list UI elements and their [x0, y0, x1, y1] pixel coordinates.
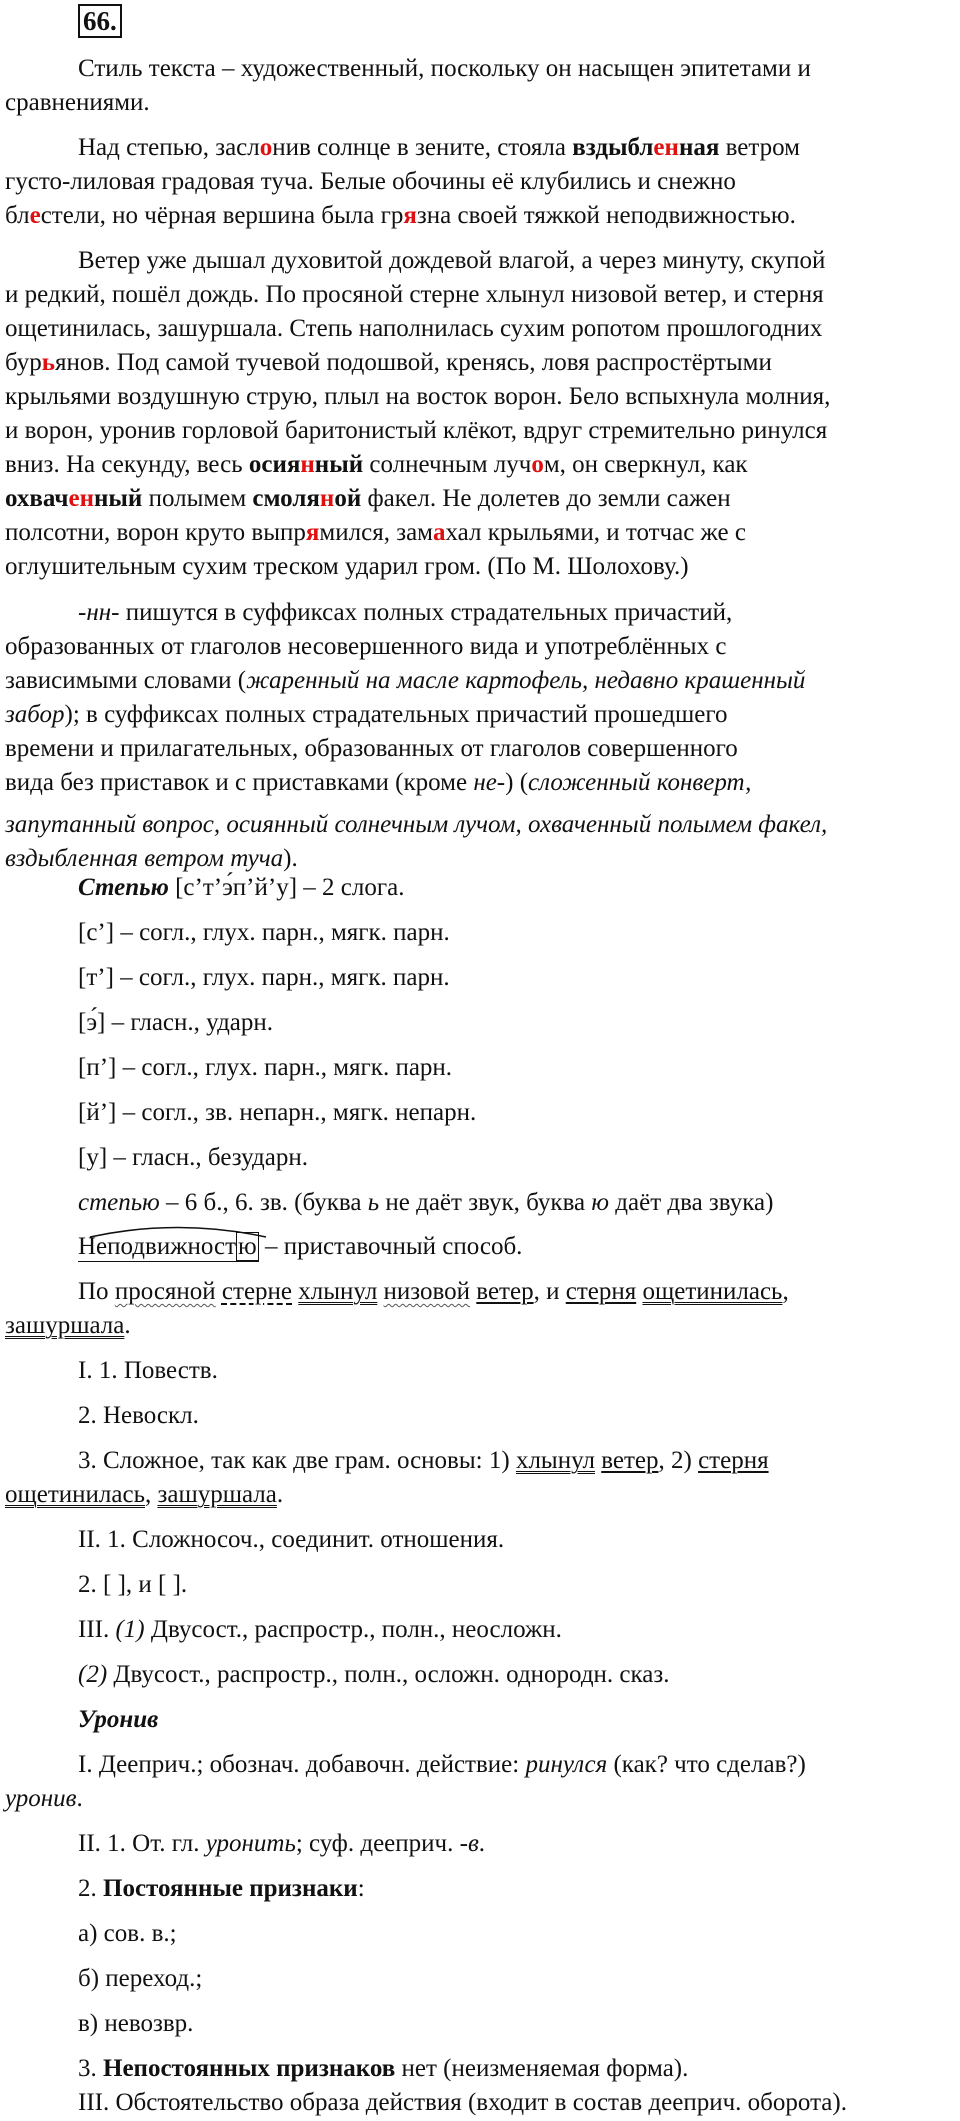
morph-heading: Уронив: [78, 1706, 159, 1733]
phonetic-sound-2: [т’] – согл., глух. парн., мягк. парн.: [78, 964, 450, 991]
text-p2-line-10: оглушительным сухим треском ударил гром. (По М. Шолохову.): [5, 553, 689, 580]
rule-line-4: забор); в суффиксах полных страдательных причастий прошедшего: [5, 701, 728, 728]
rule-line-6: вида без приставок и с приставками (кроме не-) (сложенный конверт,: [5, 769, 752, 796]
syntax-i3-line-2: ощетинилась, зашуршала.: [5, 1481, 284, 1508]
morph-p7: 3. Непостоянных признаков нет (неизменяемая форма).: [78, 2055, 689, 2082]
phonetic-count-line: степью – 6 б., 6. зв. (буква ь не даёт звук, буква ю даёт два звука): [78, 1189, 774, 1216]
syntax-ii1: II. 1. Сложносоч., соединит. отношения.: [78, 1526, 505, 1553]
rule-line-5: времени и прилагательных, образованных от глаголов совершенного: [5, 735, 738, 762]
morph-p5: б) переход.;: [78, 1965, 203, 1992]
word-analysis: Неподвижностю: [78, 1230, 259, 1264]
morphemic-line: Неподвижностю – приставочный способ.: [78, 1230, 522, 1264]
text-p2-line-9: полсотни, ворон круто выпрямился, замахал крыльями, и тотчас же с: [5, 519, 746, 546]
exercise-number: 66.: [78, 4, 122, 38]
text-p2-line-2: и редкий, пошёл дождь. По просяной стерне хлынул низовой ветер, и стерня: [5, 281, 824, 308]
text-p2-line-4: бурьянов. Под самой тучевой подошвой, кренясь, ловя распростёртыми: [5, 349, 772, 376]
syntax-ii2: 2. [ ], и [ ].: [78, 1571, 188, 1598]
text-p2-line-3: ощетинилась, зашуршала. Степь наполнилась сухим ропотом прошлогодних: [5, 315, 823, 342]
syntax-i3-line-1: 3. Сложное, так как две грам. основы: 1) хлынул ветер, 2) стерня: [78, 1447, 769, 1474]
syntax-sentence-line-1: По просяной стерне хлынул низовой ветер, и стерня ощетинилась,: [78, 1278, 789, 1305]
text-p2-line-6: и ворон, уронив горловой баритонистый клёкот, вдруг стремительно ринулся: [5, 417, 828, 444]
rule-line-1: -нн- пишутся в суффиксах полных страдательных причастий,: [78, 599, 733, 626]
syntax-i2: 2. Невоскл.: [78, 1402, 199, 1429]
morph-p4: а) сов. в.;: [78, 1920, 177, 1947]
morph-p3: 2. Постоянные признаки:: [78, 1875, 365, 1902]
text-p1-line-2: густо-лиловая градовая туча. Белые обочины её клубились и снежно: [5, 168, 736, 195]
phonetic-word-line: Степью [с’т’э́п’й’у] – 2 слога.: [78, 874, 405, 901]
phonetic-sound-4: [п’] – согл., глух. парн., мягк. парн.: [78, 1054, 453, 1081]
morph-p1-line-1: I. Дееприч.; обознач. добавочн. действие: ринулся (как? что сделав?): [78, 1751, 806, 1778]
text-p1-line-1: Над степью, заслонив солнце в зените, стояла вздыбленная ветром: [78, 134, 800, 161]
ending-box: ю: [238, 1233, 257, 1260]
text-p2-line-5: крыльями воздушную струю, плыл на восток ворон. Бело вспыхнула молния,: [5, 383, 831, 410]
style-line-2: сравнениями.: [5, 89, 150, 116]
phonetic-sound-1: [с’] – согл., глух. парн., мягк. парн.: [78, 919, 450, 946]
base-underline: [78, 1261, 259, 1263]
style-line-1: Стиль текста – художественный, поскольку он насыщен эпитетами и: [78, 55, 811, 82]
rule-line-2: образованных от глаголов несовершенного вида и употреблённых с: [5, 633, 727, 660]
syntax-sentence-line-2: зашуршала.: [5, 1312, 131, 1339]
morph-p8: III. Обстоятельство образа действия (входит в состав дееприч. оборота).: [78, 2089, 847, 2116]
phonetic-sound-6: [у] – гласн., безударн.: [78, 1144, 308, 1171]
syntax-i1: I. 1. Повеств.: [78, 1357, 218, 1384]
rule-line-3: зависимыми словами (жаренный на масле картофель, недавно крашенный: [5, 667, 806, 694]
text-p1-line-3: блестели, но чёрная вершина была грязна своей тяжкой неподвижностью.: [5, 202, 796, 229]
phonetic-sound-5: [й’] – согл., зв. непарн., мягк. непарн.: [78, 1099, 477, 1126]
syntax-iii1: III. (1) Двусост., распростр., полн., неосложн.: [78, 1616, 562, 1643]
rule-line-8: вздыбленная ветром туча).: [5, 845, 298, 872]
morph-p6: в) невозвр.: [78, 2010, 194, 2037]
root-arc-mark: [88, 1224, 268, 1238]
phonetic-sound-3: [э́] – гласн., ударн.: [78, 1009, 274, 1036]
text-p2-line-8: охваченный полымем смоляной факел. Не долетев до земли сажен: [5, 485, 731, 512]
text-p2-line-7: вниз. На секунду, весь осиянный солнечным лучом, он сверкнул, как: [5, 451, 748, 478]
morph-p1-line-2: уронив.: [5, 1785, 83, 1812]
syntax-iii2: (2) Двусост., распростр., полн., осложн. однородн. сказ.: [78, 1661, 670, 1688]
rule-line-7: запутанный вопрос, осиянный солнечным лучом, охваченный полымем факел,: [5, 811, 828, 838]
morph-p2: II. 1. От. гл. уронить; суф. дееприч. -в.: [78, 1830, 486, 1857]
text-p2-line-1: Ветер уже дышал духовитой дождевой влагой, а через минуту, скупой: [78, 247, 826, 274]
